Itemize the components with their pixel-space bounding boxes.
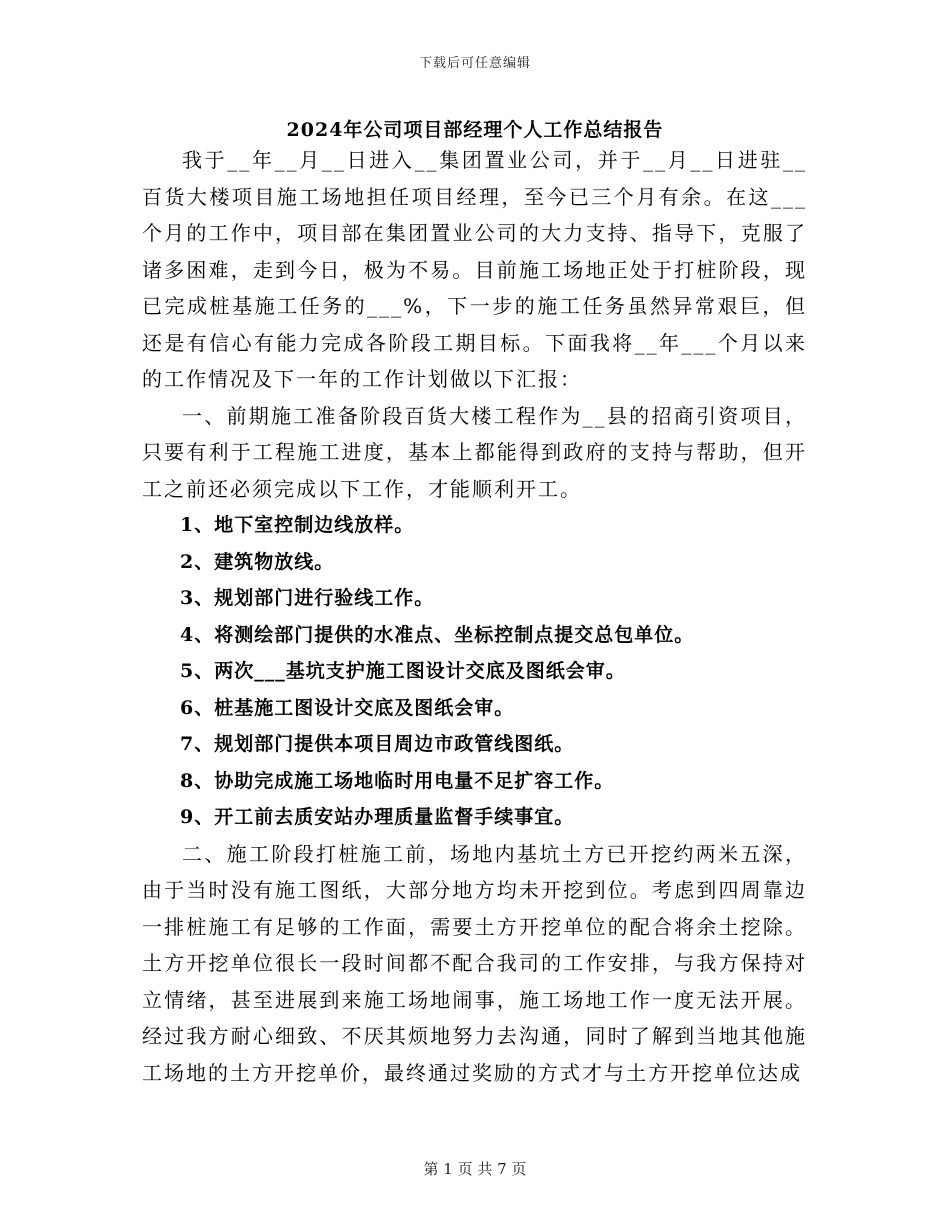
document-body xyxy=(142,142,807,1091)
list-item: 3、规划部门进行验线工作。 xyxy=(180,587,435,609)
intro-paragraph: 我于__年__月__日进入__集团置业公司，并于__月__日进驻__百货大楼项目施工场地担任项目经理，至今已三个月有余。在这___个月的工作中，项目部在集团置业公司的大力支持、指导下，克服了诸多困难，走到今日，极为不易。目前施工场地正处于打桩阶段，现已完成桩基施工任务的___%，下一步的施工任务虽然异常艰巨，但还是有信心有能力完成各阶段工期目标。下面我将__年___个月以来的工作情况及下一年的工作计划做以下汇报： xyxy=(142,148,807,391)
page-footer: 第 1 页 共 7 页 xyxy=(423,1160,527,1178)
list-item: 7、规划部门提供本项目周边市政管线图纸。 xyxy=(180,733,575,755)
list-item: 4、将测绘部门提供的水准点、坐标控制点提交总包单位。 xyxy=(180,623,695,646)
list-item: 5、两次___基坑支护施工图设计交底及图纸会审。 xyxy=(180,660,626,682)
list-item: 9、开工前去质安站办理质量监督手续事宜。 xyxy=(180,806,575,828)
list-item: 6、桩基施工图设计交底及图纸会审。 xyxy=(180,696,515,719)
header-note: 下载后可任意编辑 xyxy=(418,56,531,71)
list-item: 8、协助完成施工场地临时用电量不足扩容工作。 xyxy=(180,769,615,792)
section-one-paragraph: 一、前期施工准备阶段百货大楼工程作为__县的招商引资项目，只要有利于工程施工进度，基本上都能得到政府的支持与帮助，但开工之前还必须完成以下工作，才能顺利开工。 xyxy=(142,403,807,501)
list-item: 2、建筑物放线。 xyxy=(180,550,335,573)
document-title: 2024年公司项目部经理个人工作总结报告 xyxy=(286,119,664,141)
list-item: 1、地下室控制边线放样。 xyxy=(180,514,415,536)
section-two-paragraph: 二、施工阶段打桩施工前，场地内基坑土方已开挖约两米五深，由于当时没有施工图纸，大部分地方均未开挖到位。考虑到四周靠边一排桩施工有足够的工作面，需要土方开挖单位的配合将余土挖除。土方开挖单位很长一段时间都不配合我司的工作安排，与我方保持对立情绪，甚至进展到来施工场地闹事，施工场地工作一度无法开展。经过我方耐心细致、不厌其烦地努力去沟通，同时了解到当地其他施工场地的土方开挖单价，最终通过奖励的方式才与土方开挖单位达成 xyxy=(142,841,807,1085)
